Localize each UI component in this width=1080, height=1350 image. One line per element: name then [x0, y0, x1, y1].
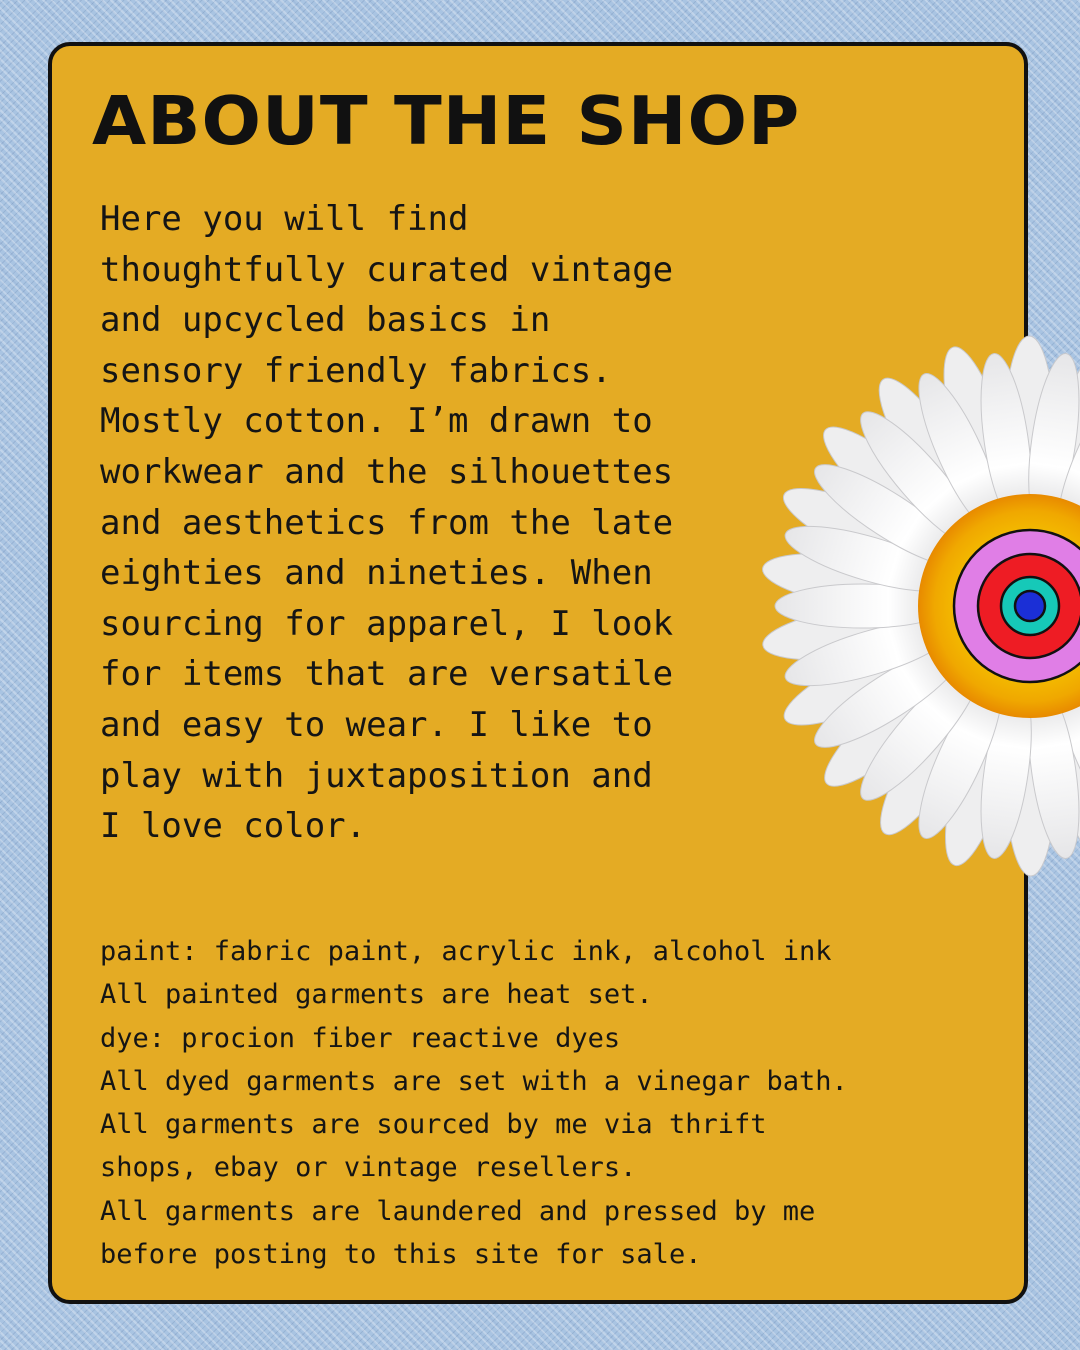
intro-line: and upcycled basics in [100, 300, 551, 341]
intro-line: eighties and nineties. When [100, 553, 653, 594]
notes-line: All dyed garments are set with a vinegar bath. [100, 1065, 848, 1097]
intro-line: play with juxtaposition and [100, 755, 653, 796]
notes-line: before posting to this site for sale. [100, 1239, 702, 1271]
target-ring-center [1015, 591, 1045, 621]
intro-line: and easy to wear. I like to [100, 704, 653, 745]
notes-line: All garments are sourced by me via thrift [100, 1109, 767, 1141]
page-title: ABOUT THE SHOP [92, 82, 801, 161]
notes-line: shops, ebay or vintage resellers. [100, 1152, 637, 1184]
intro-line: Mostly cotton. I’m drawn to [100, 401, 653, 442]
intro-line: workwear and the silhouettes [100, 451, 674, 492]
intro-line: I love color. [100, 806, 367, 847]
intro-line: sourcing for apparel, I look [100, 603, 674, 644]
notes-line: paint: fabric paint, acrylic ink, alcohol ink [100, 936, 832, 967]
materials-notes [100, 930, 1000, 1276]
notes-line: All painted garments are heat set. [100, 979, 653, 1011]
notes-line: All garments are laundered and pressed by me [100, 1195, 816, 1227]
intro-line: sensory friendly fabrics. [100, 350, 612, 391]
intro-line: thoughtfully curated vintage [100, 249, 674, 290]
intro-line: for items that are versatile [100, 654, 674, 695]
notes-line: dye: procion fiber reactive dyes [100, 1022, 621, 1054]
intro-line: and aesthetics from the late [100, 502, 674, 543]
intro-paragraph [100, 194, 740, 852]
intro-line: Here you will find [100, 199, 469, 239]
daisy-flower-icon [726, 316, 1080, 896]
